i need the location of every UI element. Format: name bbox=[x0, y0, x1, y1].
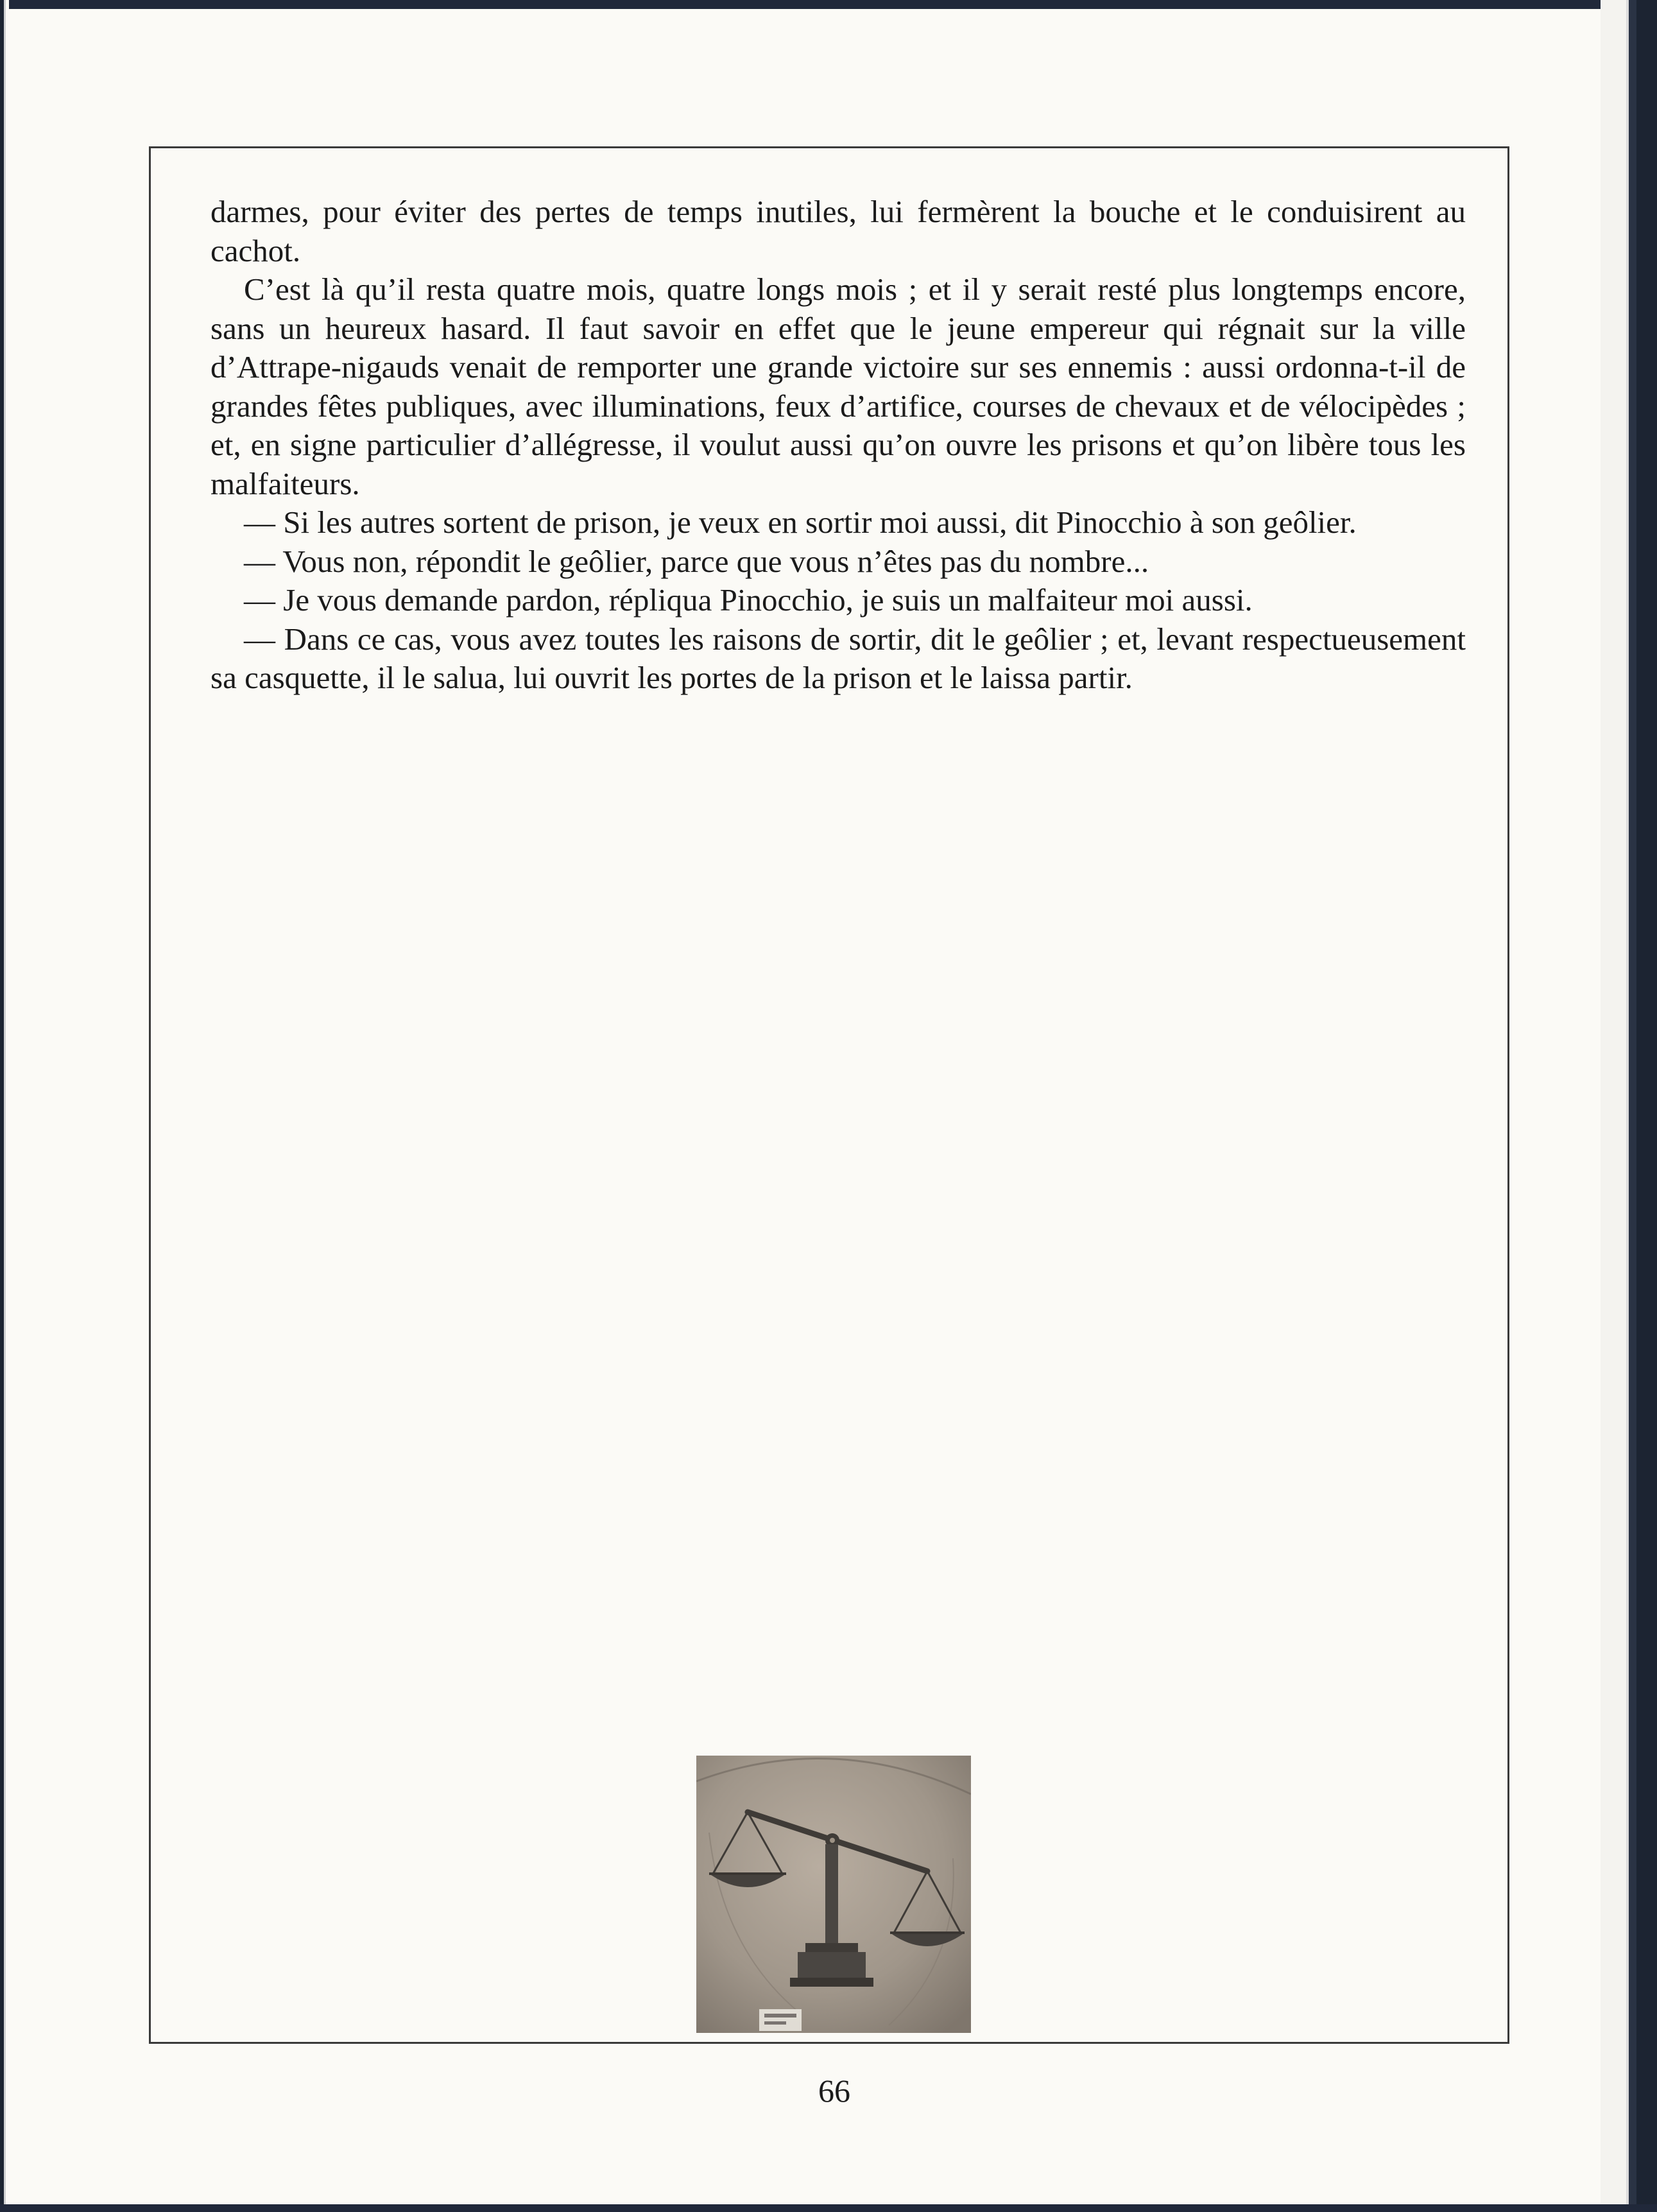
scan-edge-top bbox=[0, 0, 1657, 9]
paragraph: darmes, pour éviter des pertes de temps inutiles, lui fermèrent la bouche et le conduisirent au cachot. bbox=[210, 194, 1466, 268]
body-text bbox=[210, 193, 1466, 698]
dialogue-line: — Je vous demande pardon, répliqua Pinocchio, je suis un malfaiteur moi aussi. bbox=[244, 582, 1253, 618]
scan-edge-right bbox=[1601, 0, 1657, 2212]
page-number: 66 bbox=[818, 2073, 850, 2109]
paragraph: C’est là qu’il resta quatre mois, quatre longs mois ; et il y serait resté plus longtemps encore, sans un heureux hasard. Il faut savoir en effet que le jeune empereur qui régnait sur la ville d’Attrape-nigauds venait de remporter une grande victoire sur ses ennemis : aussi ordonna-t-il de grandes fêtes publiques, avec illuminations, feux d’artifice, courses de chevaux et de vélocipèdes ; et, en signe particulier d’allégresse, il voulut aussi qu’on ouvre les prisons et qu’on libère tous les malfaiteurs. bbox=[210, 272, 1466, 501]
scales-icon bbox=[696, 1756, 971, 2033]
dialogue-line: — Dans ce cas, vous avez toutes les raisons de sortir, dit le geôlier ; et, levant respectueusement sa casquette, il le salua, lui ouvrit les portes de la prison et le laissa partir. bbox=[210, 621, 1466, 695]
dialogue-line: — Si les autres sortent de prison, je veux en sortir moi aussi, dit Pinocchio à son geôlier. bbox=[244, 505, 1357, 540]
scan-edge-left bbox=[0, 0, 9, 2212]
dialogue-line: — Vous non, répondit le geôlier, parce que vous n’êtes pas du nombre... bbox=[244, 543, 1149, 579]
scan-edge-bottom bbox=[0, 2204, 1657, 2212]
scales-illustration bbox=[696, 1756, 971, 2033]
